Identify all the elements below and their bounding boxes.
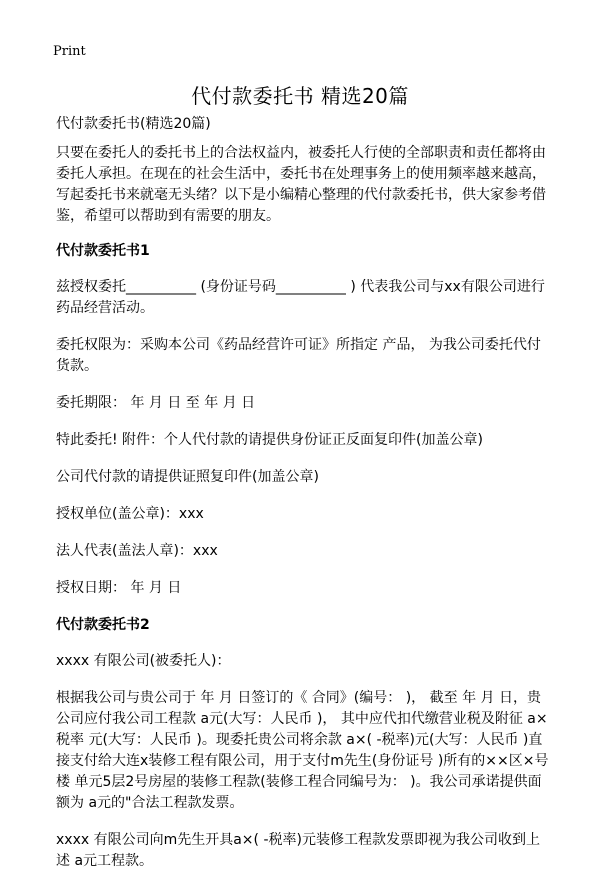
section2-heading: 代付款委托书2	[56, 617, 150, 633]
document-subtitle: 代付款委托书(精选20篇)	[56, 116, 211, 132]
document-body	[56, 114, 550, 888]
section1-attachment: 特此委托! 附件：个人代付款的请提供身份证正反面复印件(加盖公章)	[56, 432, 483, 448]
section2-body: 根据我公司与贵公司于 年 月 日签订的《 合同》(编号： )， 截至 年 月 日，贵公司应付我公司工程款 a元(大写：人民币 )， 其中应代扣代缴营业税及附征 a×税率 元(大写：人民币 )。现委托贵公司将余款 a×( -税率)元(大写：人民币 )直接支付给大连x装修工程有限公司，用于支付m先生(身份证号 )所有的××区×号楼 单元5层2号房屋的装修工程款(装修工程合同编号为： )。我公司承诺提供面额为 a元的"合法工程款发票。	[56, 690, 549, 811]
section1-company-note: 公司代付款的请提供证照复印件(加盖公章)	[56, 469, 319, 485]
section1-scope: 委托权限为：采购本公司《药品经营许可证》所指定 产品， 为我公司委托代付货款。	[56, 337, 541, 374]
section1-date: 授权日期： 年 月 日	[56, 580, 182, 596]
section1-unit: 授权单位(盖公章)：xxx	[56, 506, 204, 522]
section1-authorize: 兹授权委托__________ (身份证号码__________ ) 代表我公司与xx有限公司进行药品经营活动。	[56, 279, 545, 316]
page-title: 代付款委托书 精选20篇	[191, 84, 409, 108]
section1-period: 委托期限： 年 月 日 至 年 月 日	[56, 395, 256, 411]
section2-addressee: xxxx 有限公司(被委托人)：	[56, 653, 231, 669]
print-label: Print	[53, 44, 86, 59]
intro-paragraph: 只要在委托人的委托书上的合法权益内，被委托人行使的全部职责和责任都将由委托人承担。在现在的社会生活中，委托书在处理事务上的使用频率越来越高，写起委托书来就毫无头绪？以下是小编精心整理的代付款委托书，供大家参考借鉴，希望可以帮助到有需要的朋友。	[56, 145, 546, 224]
section2-closing: xxxx 有限公司向m先生开具a×( -税率)元装修工程款发票即视为我公司收到上述 a元工程款。	[56, 832, 540, 869]
section1-legal-rep: 法人代表(盖法人章)：xxx	[56, 543, 218, 559]
section1-heading: 代付款委托书1	[56, 243, 150, 259]
